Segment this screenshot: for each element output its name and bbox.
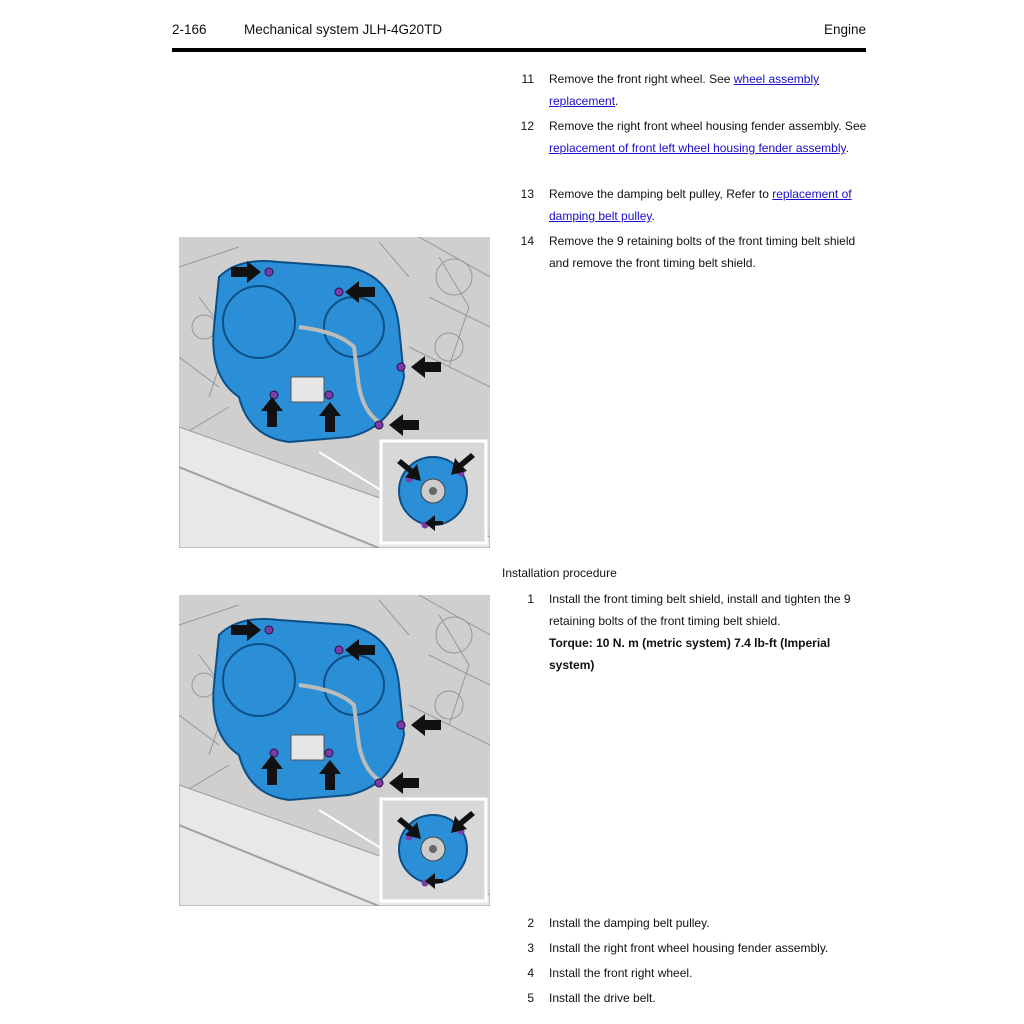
step-number: 11: [521, 72, 534, 86]
document-title: Mechanical system JLH-4G20TD: [244, 22, 443, 37]
step-text: Install the front timing belt shield, install and tighten the 9 retaining bolts of the front timing belt shield. Torque: 10 N. m (metric system) 7.4 lb-ft (Imperial system): [549, 592, 851, 672]
fender-replacement-link[interactable]: replacement of front left wheel housing fender assembly: [549, 141, 846, 155]
torque-spec: Torque: 10 N. m (metric system) 7.4 lb-ft (Imperial system): [549, 636, 831, 672]
step-text: Remove the front right wheel. See wheel assembly replacement.: [549, 72, 820, 108]
step-text: Install the right front wheel housing fender assembly.: [549, 941, 829, 955]
step-number: 5: [527, 991, 534, 1005]
step-number: 12: [520, 119, 534, 133]
installation-figure: [179, 595, 490, 906]
page-number: 2-166: [172, 22, 207, 37]
step-text: Install the front right wheel.: [549, 966, 693, 980]
damping-pulley-replacement-link[interactable]: replacement of damping belt pulley: [549, 187, 852, 223]
step-text: Install the damping belt pulley.: [549, 916, 710, 930]
step-text: Remove the damping belt pulley, Refer to replacement of damping belt pulley.: [549, 187, 852, 223]
step-text: Install the drive belt.: [549, 991, 656, 1005]
wheel-assembly-replacement-link[interactable]: wheel assembly replacement: [549, 72, 820, 108]
step-number: 13: [520, 187, 534, 201]
step-number: 3: [527, 941, 534, 955]
step-text: Remove the 9 retaining bolts of the front timing belt shield and remove the front timing belt shield.: [549, 234, 856, 270]
removal-figure: [179, 237, 490, 548]
step-number: 14: [520, 234, 534, 248]
installation-heading: Installation procedure: [502, 566, 617, 580]
header-rule: [172, 48, 866, 52]
step-number: 2: [527, 916, 534, 930]
step-text: Remove the right front wheel housing fender assembly. See replacement of front left wheel housing fender assembly.: [549, 119, 867, 155]
section-name: Engine: [823, 22, 866, 37]
step-number: 1: [527, 592, 534, 606]
step-number: 4: [527, 966, 534, 980]
page-header: [172, 22, 866, 42]
